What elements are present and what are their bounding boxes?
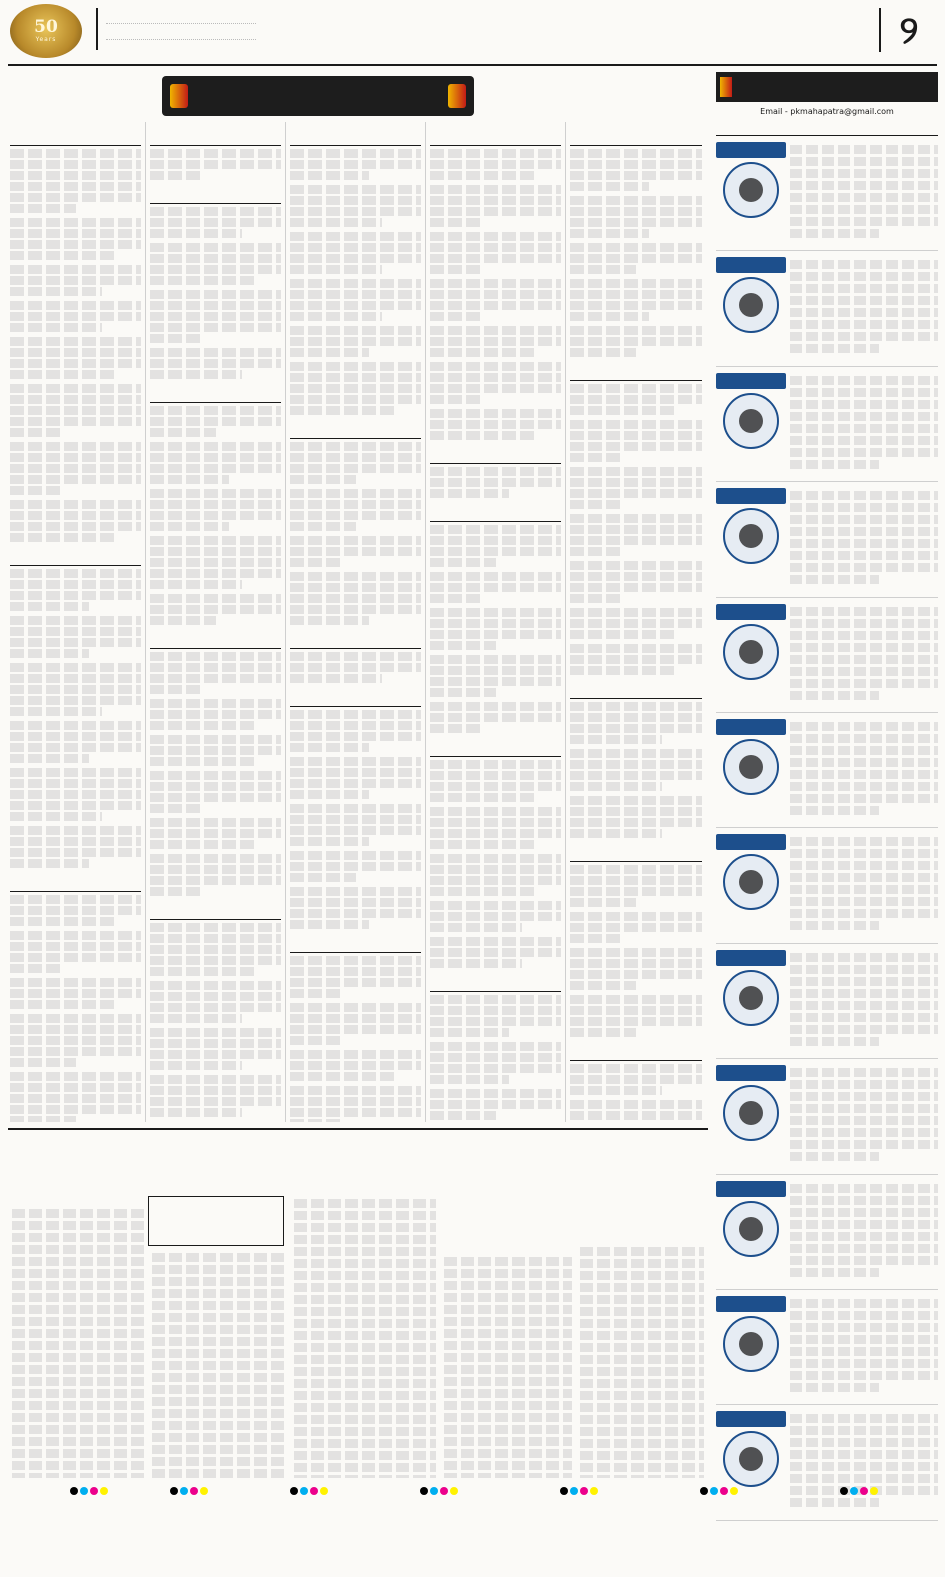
archer-icon	[723, 1085, 779, 1141]
registration-dot	[710, 1487, 718, 1495]
registration-dot	[170, 1487, 178, 1495]
registration-dot	[700, 1487, 708, 1495]
event-listing	[430, 807, 561, 849]
event-listing	[570, 384, 702, 415]
zodiac-forecast	[790, 1296, 938, 1398]
registration-dot	[870, 1487, 878, 1495]
event-listing	[290, 757, 421, 799]
event-listing	[290, 652, 421, 683]
story-column	[576, 1244, 708, 1478]
event-listing	[10, 1072, 141, 1122]
registration-dot	[320, 1487, 328, 1495]
zodiac-badge	[716, 1181, 786, 1283]
event-listing	[290, 1050, 421, 1081]
zodiac-badge	[716, 719, 786, 821]
event-listing	[150, 735, 281, 766]
listings-columns	[0, 122, 708, 1122]
story-column	[148, 1250, 288, 1478]
story-rule	[8, 1128, 708, 1130]
story-headline	[8, 1138, 440, 1192]
registration-dot	[560, 1487, 568, 1495]
event-listing	[10, 895, 141, 926]
district-heading	[10, 128, 141, 146]
registration-dot	[70, 1487, 78, 1495]
zodiac-name	[716, 1411, 786, 1427]
zodiac-forecast	[790, 604, 938, 706]
event-listing	[10, 663, 141, 716]
event-listing	[150, 923, 281, 976]
district-heading	[290, 935, 421, 953]
zodiac-forecast	[790, 1181, 938, 1283]
zodiac-name	[716, 834, 786, 850]
zodiac-badge	[716, 1411, 786, 1513]
zodiac-name	[716, 604, 786, 620]
ornament-icon	[448, 84, 466, 108]
district-heading	[430, 504, 561, 522]
event-listing	[570, 1100, 702, 1122]
event-listing	[430, 525, 561, 567]
event-listing	[430, 655, 561, 697]
event-listing	[570, 196, 702, 238]
story-column	[290, 1196, 440, 1478]
listings-header	[162, 76, 474, 116]
district-heading	[290, 128, 421, 146]
zodiac-badge	[716, 604, 786, 706]
event-listing	[290, 1086, 421, 1122]
registration-dot	[310, 1487, 318, 1495]
district-heading	[570, 1043, 702, 1061]
zodiac-badge	[716, 257, 786, 359]
event-listing	[290, 956, 421, 998]
zodiac-row	[716, 136, 938, 251]
goat-icon	[723, 1201, 779, 1257]
event-listing	[150, 854, 281, 896]
event-listing	[570, 644, 702, 675]
event-listing	[290, 851, 421, 882]
zodiac-name	[716, 373, 786, 389]
event-listing	[150, 348, 281, 379]
registration-dot	[420, 1487, 428, 1495]
twins-icon	[723, 393, 779, 449]
event-listing	[430, 149, 561, 180]
event-listing	[570, 561, 702, 603]
event-listing	[430, 608, 561, 650]
registration-dot	[570, 1487, 578, 1495]
zodiac-forecast	[790, 373, 938, 475]
horoscope-footnote	[716, 1521, 938, 1577]
listing-column	[146, 122, 286, 1122]
masthead-rule	[8, 64, 937, 66]
event-listing	[10, 301, 141, 332]
zodiac-forecast	[790, 142, 938, 244]
event-listing	[150, 406, 281, 437]
event-listing	[10, 931, 141, 973]
event-listing	[570, 796, 702, 838]
event-listing	[430, 854, 561, 896]
zodiac-name	[716, 488, 786, 504]
zodiac-forecast	[790, 1411, 938, 1513]
event-listing	[570, 420, 702, 462]
event-listing	[430, 760, 561, 802]
zodiac-row	[716, 1405, 938, 1520]
event-listing	[570, 608, 702, 639]
event-listing	[10, 826, 141, 868]
zodiac-badge	[716, 142, 786, 244]
zodiac-row	[716, 944, 938, 1059]
event-listing	[570, 749, 702, 791]
zodiac-name	[716, 142, 786, 158]
listing-column	[426, 122, 566, 1122]
event-listing	[430, 326, 561, 357]
registration-dot	[840, 1487, 848, 1495]
event-listing	[430, 937, 561, 968]
event-listing	[150, 149, 281, 180]
event-listing	[430, 467, 561, 498]
zodiac-name	[716, 950, 786, 966]
section-name	[771, 8, 881, 52]
event-listing	[150, 818, 281, 849]
event-listing	[150, 536, 281, 589]
district-heading	[430, 974, 561, 992]
zodiac-row	[716, 482, 938, 597]
event-listing	[430, 185, 561, 227]
event-listing	[430, 572, 561, 603]
event-listing	[570, 243, 702, 274]
zodiac-name	[716, 1065, 786, 1081]
event-listing	[290, 362, 421, 415]
event-listing	[430, 1089, 561, 1120]
registration-dot	[200, 1487, 208, 1495]
district-heading	[430, 739, 561, 757]
zodiac-row	[716, 367, 938, 482]
district-heading	[430, 446, 561, 464]
district-heading	[10, 548, 141, 566]
crab-icon	[723, 508, 779, 564]
event-listing	[570, 326, 702, 357]
story-dateline	[444, 1244, 572, 1254]
anniversary-logo	[10, 4, 82, 58]
event-listing	[290, 149, 421, 180]
story-headline	[440, 1138, 708, 1238]
masthead	[0, 0, 945, 62]
horoscope-header	[716, 72, 938, 102]
ram-icon	[723, 162, 779, 218]
event-listing	[430, 702, 561, 733]
event-listing	[570, 467, 702, 509]
zodiac-forecast	[790, 719, 938, 821]
horoscope-panel	[716, 72, 938, 1500]
event-listing	[570, 1064, 702, 1095]
event-listing	[290, 232, 421, 274]
event-listing	[10, 978, 141, 1009]
event-listing	[430, 1042, 561, 1084]
page-number: ୨	[899, 7, 919, 52]
event-listing	[150, 1028, 281, 1070]
district-heading	[290, 421, 421, 439]
bull-icon	[723, 277, 779, 333]
district-heading	[10, 874, 141, 892]
event-listing	[430, 995, 561, 1037]
registration-dot	[590, 1487, 598, 1495]
district-heading	[150, 186, 281, 204]
registration-dot	[440, 1487, 448, 1495]
event-listing	[570, 514, 702, 556]
dateline	[96, 8, 256, 50]
zodiac-name	[716, 257, 786, 273]
event-listing	[290, 489, 421, 531]
story-subheadline-box	[148, 1196, 284, 1246]
event-listing	[10, 265, 141, 296]
event-listing	[290, 442, 421, 484]
event-listing	[570, 995, 702, 1037]
zodiac-forecast	[790, 257, 938, 359]
zodiac-badge	[716, 373, 786, 475]
event-listing	[290, 1003, 421, 1045]
astrologer-credit	[716, 102, 938, 136]
district-heading	[570, 128, 702, 146]
event-listing	[150, 771, 281, 813]
zodiac-name	[716, 719, 786, 735]
print-registration-marks	[0, 1484, 945, 1498]
event-listing	[10, 337, 141, 379]
event-listing	[150, 442, 281, 484]
event-listing	[10, 721, 141, 763]
registration-dot	[90, 1487, 98, 1495]
scorpion-icon	[723, 970, 779, 1026]
event-listing	[150, 981, 281, 1023]
event-listing	[570, 865, 702, 907]
registration-dot	[100, 1487, 108, 1495]
astrologer-email: Email - pkmahapatra@gmail.com	[760, 107, 894, 116]
ornament-icon	[170, 84, 188, 108]
event-listing	[290, 572, 421, 625]
registration-dot	[190, 1487, 198, 1495]
logo-years-label: Years	[35, 36, 57, 43]
zodiac-row	[716, 598, 938, 713]
event-listing	[150, 243, 281, 285]
district-heading	[150, 385, 281, 403]
event-listing	[10, 218, 141, 260]
event-listing	[150, 699, 281, 730]
registration-dot	[450, 1487, 458, 1495]
district-heading	[570, 844, 702, 862]
dateline-place	[106, 12, 256, 24]
lion-icon	[723, 624, 779, 680]
event-listing	[10, 500, 141, 542]
event-listing	[570, 279, 702, 321]
maiden-icon	[723, 739, 779, 795]
registration-dot	[580, 1487, 588, 1495]
registration-dot	[860, 1487, 868, 1495]
event-listing	[290, 185, 421, 227]
registration-dot	[80, 1487, 88, 1495]
event-listing	[570, 948, 702, 990]
event-listing	[10, 384, 141, 437]
district-heading	[570, 681, 702, 699]
event-listing	[10, 1014, 141, 1067]
event-listing	[430, 279, 561, 321]
event-listing	[290, 804, 421, 846]
registration-dot	[730, 1487, 738, 1495]
listing-column	[286, 122, 426, 1122]
event-listing	[430, 901, 561, 932]
event-listing	[150, 207, 281, 238]
logo-years-number: 50	[34, 17, 58, 37]
ornament-icon	[720, 77, 732, 97]
registration-dot	[720, 1487, 728, 1495]
fish-icon	[723, 1431, 779, 1487]
zodiac-name	[716, 1181, 786, 1197]
event-listing	[10, 768, 141, 821]
zodiac-row	[716, 1059, 938, 1174]
district-heading	[430, 128, 561, 146]
registration-dot	[180, 1487, 188, 1495]
registration-dot	[290, 1487, 298, 1495]
event-listing	[430, 232, 561, 274]
story-dateline	[12, 1196, 144, 1206]
zodiac-badge	[716, 488, 786, 590]
zodiac-row	[716, 251, 938, 366]
zodiac-badge	[716, 1296, 786, 1398]
zodiac-badge	[716, 950, 786, 1052]
zodiac-row	[716, 1290, 938, 1405]
event-listing	[10, 149, 141, 213]
zodiac-badge	[716, 1065, 786, 1167]
event-listing	[570, 149, 702, 191]
event-listing	[290, 326, 421, 357]
event-listing	[570, 912, 702, 943]
dateline-date	[106, 28, 256, 40]
zodiac-row	[716, 713, 938, 828]
story-column	[440, 1244, 576, 1478]
event-listing	[10, 569, 141, 611]
listing-column	[6, 122, 146, 1122]
zodiac-forecast	[790, 950, 938, 1052]
event-listing	[10, 616, 141, 658]
zodiac-row	[716, 828, 938, 943]
event-listing	[430, 362, 561, 404]
zodiac-forecast	[790, 1065, 938, 1167]
event-listing	[290, 536, 421, 567]
district-heading	[150, 128, 281, 146]
listing-column	[566, 122, 706, 1122]
event-listing	[150, 594, 281, 625]
event-listing	[290, 710, 421, 752]
story-column	[8, 1196, 148, 1478]
event-listing	[570, 702, 702, 744]
scales-icon	[723, 854, 779, 910]
district-heading	[150, 631, 281, 649]
event-listing	[150, 290, 281, 343]
zodiac-badge	[716, 834, 786, 936]
event-listing	[430, 409, 561, 440]
district-heading	[570, 363, 702, 381]
event-listing	[10, 442, 141, 495]
event-listing	[150, 652, 281, 694]
event-listing	[150, 1075, 281, 1117]
zodiac-row	[716, 1175, 938, 1290]
event-listing	[150, 489, 281, 531]
zodiac-forecast	[790, 488, 938, 590]
event-listing	[290, 887, 421, 929]
zodiac-name	[716, 1296, 786, 1312]
district-heading	[150, 902, 281, 920]
zodiac-forecast	[790, 834, 938, 936]
event-listing	[290, 279, 421, 321]
sign-list	[716, 136, 938, 1521]
registration-dot	[850, 1487, 858, 1495]
water-bearer-icon	[723, 1316, 779, 1372]
registration-dot	[300, 1487, 308, 1495]
district-heading	[290, 689, 421, 707]
registration-dot	[430, 1487, 438, 1495]
district-heading	[290, 631, 421, 649]
